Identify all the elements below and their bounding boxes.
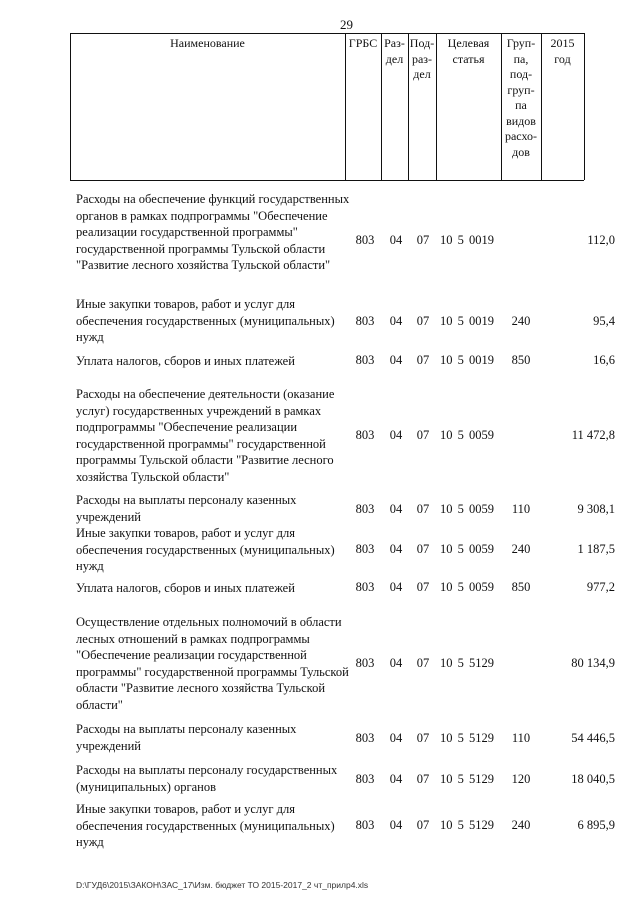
row-celevaya-statya: 10 5 5129 [440,818,494,832]
row-vid: 240 [511,542,531,556]
header-name: Наименование [170,36,245,50]
row-amount: 9 308,1 [577,502,615,516]
row-name: Расходы на обеспечение деятельности (оказание услуг) государственных учреждений в рамках подпрограммы "Обеспечение реализации государственной программы" государственной программы Тульской области "Развитие лесного хозяйства Тульской области" [76,387,335,484]
row-celevaya-statya: 10 5 0019 [440,353,494,367]
row-grbs: 803 [355,542,375,556]
row-amount: 112,0 [587,233,615,247]
row-razdel: 04 [389,731,403,745]
row-podrazdel: 07 [416,731,430,745]
row-razdel: 04 [389,502,403,516]
row-celevaya-statya: 10 5 0059 [440,580,494,594]
row-grbs: 803 [355,428,375,442]
column-divider [70,33,71,180]
row-amount: 80 134,9 [571,656,615,670]
row-podrazdel: 07 [416,542,430,556]
row-name: Уплата налогов, сборов и иных платежей [76,581,295,595]
page-number: 29 [340,17,353,32]
row-name: Иные закупки товаров, работ и услуг для обеспечения государственных (муниципальных) нужд [76,297,335,344]
column-divider [584,33,585,180]
row-name: Расходы на обеспечение функций государственных органов в рамках подпрограммы "Обеспечение реализации государственной программы" государственной программы Тульской области "Развитие лесного хозяйства Тульской области" [76,192,350,272]
row-podrazdel: 07 [416,818,430,832]
row-celevaya-statya: 10 5 0019 [440,314,494,328]
header-razdel: Раз- дел [384,36,405,66]
row-amount: 6 895,9 [577,818,615,832]
row-name: Расходы на выплаты персоналу государственных (муниципальных) органов [76,763,338,794]
row-amount: 1 187,5 [577,542,615,556]
row-razdel: 04 [389,428,403,442]
row-vid: 110 [511,731,531,745]
row-podrazdel: 07 [416,580,430,594]
header-bottom-rule [70,180,584,181]
row-grbs: 803 [355,772,375,786]
row-podrazdel: 07 [416,502,430,516]
file-path-footer: D:\ГУД6\2015\ЗАКОН\ЗАС_17\Изм. бюджет ТО 2015-2017_2 чт_прилр4.xls [76,880,369,890]
row-vid: 110 [511,502,531,516]
row-podrazdel: 07 [416,772,430,786]
row-razdel: 04 [389,314,403,328]
row-razdel: 04 [389,233,403,247]
row-grbs: 803 [355,580,375,594]
row-amount: 95,4 [593,314,615,328]
header-year: 2015 год [550,36,575,66]
row-celevaya-statya: 10 5 0059 [440,502,494,516]
column-divider [345,33,346,180]
row-podrazdel: 07 [416,314,430,328]
row-grbs: 803 [355,353,375,367]
header-podrazdel: Под- раз- дел [409,36,435,81]
row-celevaya-statya: 10 5 0059 [440,542,494,556]
row-vid: 850 [511,353,531,367]
row-name: Расходы на выплаты персоналу казенных учреждений [76,493,297,524]
row-name: Иные закупки товаров, работ и услуг для обеспечения государственных (муниципальных) нужд [76,526,335,573]
row-razdel: 04 [389,818,403,832]
row-name: Иные закупки товаров, работ и услуг для обеспечения государственных (муниципальных) нужд [76,802,335,849]
row-amount: 54 446,5 [571,731,615,745]
row-razdel: 04 [389,542,403,556]
row-amount: 977,2 [586,580,615,594]
row-vid: 120 [511,772,531,786]
row-vid: 850 [511,580,531,594]
row-grbs: 803 [355,818,375,832]
row-razdel: 04 [389,353,403,367]
row-celevaya-statya: 10 5 5129 [440,772,494,786]
row-podrazdel: 07 [416,428,430,442]
header-top-rule [70,33,584,34]
row-grbs: 803 [355,314,375,328]
row-name: Осуществление отдельных полномочий в области лесных отношений в рамках подпрограммы "Обеспечение реализации государственной программы" государственной программы Тульской области "Развитие лесного хозяйства Тульской области" [76,615,349,712]
row-vid: 240 [511,314,531,328]
row-razdel: 04 [389,772,403,786]
row-grbs: 803 [355,656,375,670]
row-podrazdel: 07 [416,656,430,670]
row-grbs: 803 [355,731,375,745]
row-celevaya-statya: 10 5 0059 [440,428,494,442]
row-celevaya-statya: 10 5 5129 [440,731,494,745]
row-amount: 16,6 [593,353,615,367]
row-celevaya-statya: 10 5 5129 [440,656,494,670]
row-amount: 11 472,8 [571,428,615,442]
header-celevaya-statya: Целевая статья [447,36,490,66]
header-vid-rashodov: Груп- па, под- груп- па видов расхо- дов [504,36,538,159]
row-podrazdel: 07 [416,353,430,367]
row-amount: 18 040,5 [571,772,615,786]
row-name: Расходы на выплаты персоналу казенных учреждений [76,722,297,753]
row-podrazdel: 07 [416,233,430,247]
row-celevaya-statya: 10 5 0019 [440,233,494,247]
row-grbs: 803 [355,233,375,247]
row-name: Уплата налогов, сборов и иных платежей [76,354,295,368]
row-grbs: 803 [355,502,375,516]
header-grbs: ГРБС [348,36,378,50]
row-razdel: 04 [389,656,403,670]
row-vid: 240 [511,818,531,832]
row-razdel: 04 [389,580,403,594]
